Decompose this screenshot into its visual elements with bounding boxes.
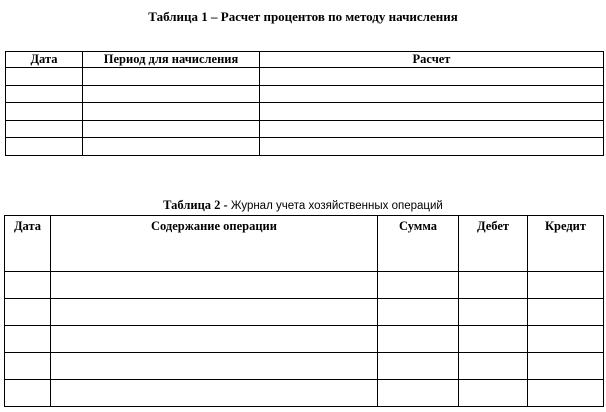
table-header-row <box>6 52 604 68</box>
column-header-date: Дата <box>5 216 51 272</box>
table1-title: Таблица 1 – Расчет процентов по методу начисления <box>148 9 458 24</box>
table-cell <box>260 68 604 86</box>
table-row <box>5 272 604 299</box>
table-cell <box>6 68 83 86</box>
table-cell <box>459 326 528 353</box>
interest-calculation-table <box>5 51 604 156</box>
table-cell <box>5 272 51 299</box>
table-cell <box>5 380 51 407</box>
column-header-amount: Сумма <box>378 216 459 272</box>
table-cell <box>378 326 459 353</box>
table-row <box>6 138 604 156</box>
table-row <box>5 326 604 353</box>
table-cell <box>83 138 260 156</box>
table-cell <box>378 299 459 326</box>
table-cell <box>260 85 604 103</box>
table-cell <box>378 353 459 380</box>
table-cell <box>6 138 83 156</box>
table-cell <box>5 353 51 380</box>
table-cell <box>51 380 378 407</box>
table2-title-text: Журнал учета хозяйственных операций <box>230 200 443 212</box>
table-cell <box>6 103 83 121</box>
table-cell <box>528 380 604 407</box>
table-row <box>5 380 604 407</box>
table-cell <box>378 380 459 407</box>
table-cell <box>83 68 260 86</box>
table-cell <box>51 353 378 380</box>
table-cell <box>260 138 604 156</box>
table-cell <box>260 103 604 121</box>
table2-title <box>0 197 606 214</box>
table-cell <box>5 299 51 326</box>
column-header-credit: Кредит <box>528 216 604 272</box>
operations-journal-table <box>4 215 604 407</box>
table-cell <box>5 326 51 353</box>
table-cell <box>260 120 604 138</box>
table-cell <box>6 85 83 103</box>
table-header-row <box>5 216 604 272</box>
table-cell <box>83 85 260 103</box>
table-cell <box>459 380 528 407</box>
table-cell <box>6 120 83 138</box>
table-cell <box>459 272 528 299</box>
table-cell <box>528 326 604 353</box>
table-cell <box>51 299 378 326</box>
column-header-date: Дата <box>6 52 83 68</box>
table-cell <box>51 326 378 353</box>
table-cell <box>51 272 378 299</box>
table-cell <box>83 120 260 138</box>
table-row <box>6 68 604 86</box>
column-header-operation-content: Содержание операции <box>51 216 378 272</box>
table-cell <box>528 353 604 380</box>
column-header-calculation: Расчет <box>260 52 604 68</box>
table-cell <box>459 353 528 380</box>
table-row <box>5 299 604 326</box>
column-header-debit: Дебет <box>459 216 528 272</box>
table2-title-number: Таблица 2 - <box>163 198 228 212</box>
table-cell <box>528 299 604 326</box>
table-row <box>5 353 604 380</box>
column-header-period: Период для начисления <box>83 52 260 68</box>
table-row <box>6 103 604 121</box>
table-cell <box>528 272 604 299</box>
table-row <box>6 85 604 103</box>
table-cell <box>459 299 528 326</box>
table-row <box>6 120 604 138</box>
table-cell <box>378 272 459 299</box>
table-cell <box>83 103 260 121</box>
